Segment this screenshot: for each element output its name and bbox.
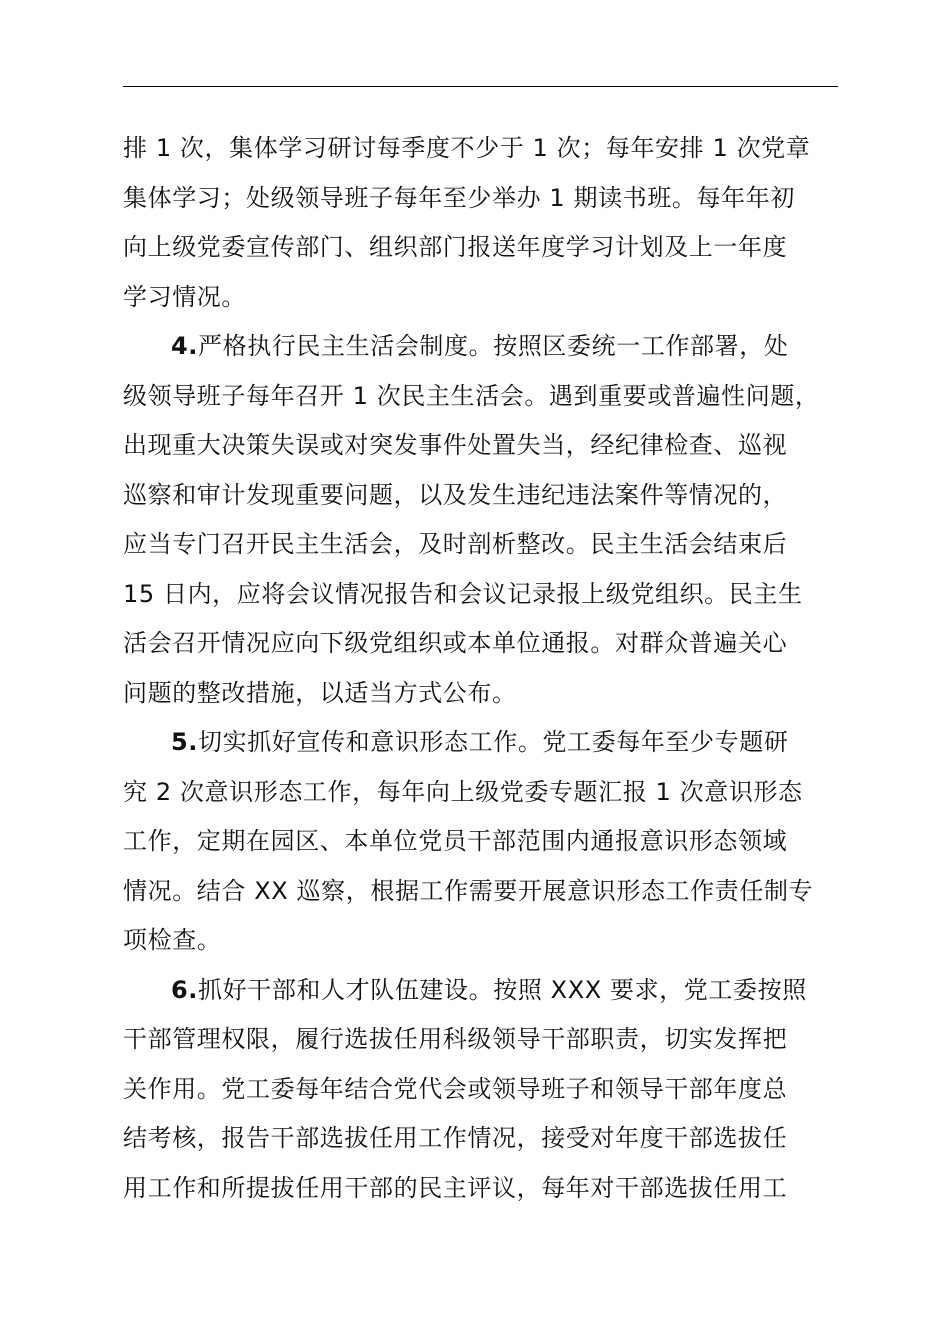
document-body <box>123 124 838 1213</box>
text-line: 用工作和所提拔任用干部的民主评议，每年对干部选拔任用工 <box>123 1173 788 1202</box>
text-line: 出现重大决策失误或对突发事件处置失当，经纪律检查、巡视 <box>123 431 788 459</box>
text-line: 干部管理权限，履行选拔任用科级领导干部职责，切实发挥把 <box>123 1025 788 1053</box>
text-line <box>123 966 838 1016</box>
item-heading-text: 抓好干部和人才队伍建设。按照 XXX 要求，党工委按照 <box>198 975 807 1004</box>
text-line: 情况。结合 XX 巡察，根据工作需要开展意识形态工作责任制专 <box>123 876 814 905</box>
item-number: 5. <box>171 728 199 756</box>
text-line: 应当专门召开民主生活会，及时剖析整改。民主生活会结束后 <box>123 530 788 558</box>
paragraph-item-4 <box>123 322 838 718</box>
item-heading-text: 严格执行民主生活会制度。按照区委统一工作部署，处 <box>198 332 789 360</box>
text-line: 项检查。 <box>123 926 222 954</box>
paragraph-3-continued <box>123 124 838 322</box>
text-line: 结考核，报告干部选拔任用工作情况，接受对年度干部选拔任 <box>123 1124 788 1152</box>
text-line: 工作，定期在园区、本单位党员干部范围内通报意识形态领域 <box>123 827 788 855</box>
header-rule <box>123 86 838 87</box>
text-line: 究 2 次意识形态工作，每年向上级党委专题汇报 1 次意识形态 <box>123 777 803 806</box>
text-line: 巡察和审计发现重要问题，以及发生违纪违法案件等情况的， <box>123 480 788 509</box>
text-line: 集体学习；处级领导班子每年至少举办 1 期读书班。每年年初 <box>123 183 795 212</box>
paragraph-item-5 <box>123 718 838 966</box>
text-line: 级领导班子每年召开 1 次民主生活会。遇到重要或普遍性问题， <box>123 381 820 410</box>
text-line: 排 1 次，集体学习研讨每季度不少于 1 次；每年安排 1 次党章 <box>123 134 811 162</box>
text-line: 学习情况。 <box>123 282 246 311</box>
item-number: 4. <box>171 332 199 360</box>
text-line <box>123 322 838 372</box>
text-line <box>123 718 838 768</box>
item-heading-text: 切实抓好宣传和意识形态工作。党工委每年至少专题研 <box>198 728 789 756</box>
text-line: 向上级党委宣传部门、组织部门报送年度学习计划及上一年度 <box>123 233 788 261</box>
paragraph-item-6 <box>123 966 838 1214</box>
text-line: 15 日内，应将会议情况报告和会议记录报上级党组织。民主生 <box>123 579 803 608</box>
text-line: 问题的整改措施，以适当方式公布。 <box>123 678 517 707</box>
text-line: 关作用。党工委每年结合党代会或领导班子和领导干部年度总 <box>123 1074 788 1103</box>
item-number: 6. <box>171 975 199 1004</box>
text-line: 活会召开情况应向下级党组织或本单位通报。对群众普遍关心 <box>123 629 788 657</box>
